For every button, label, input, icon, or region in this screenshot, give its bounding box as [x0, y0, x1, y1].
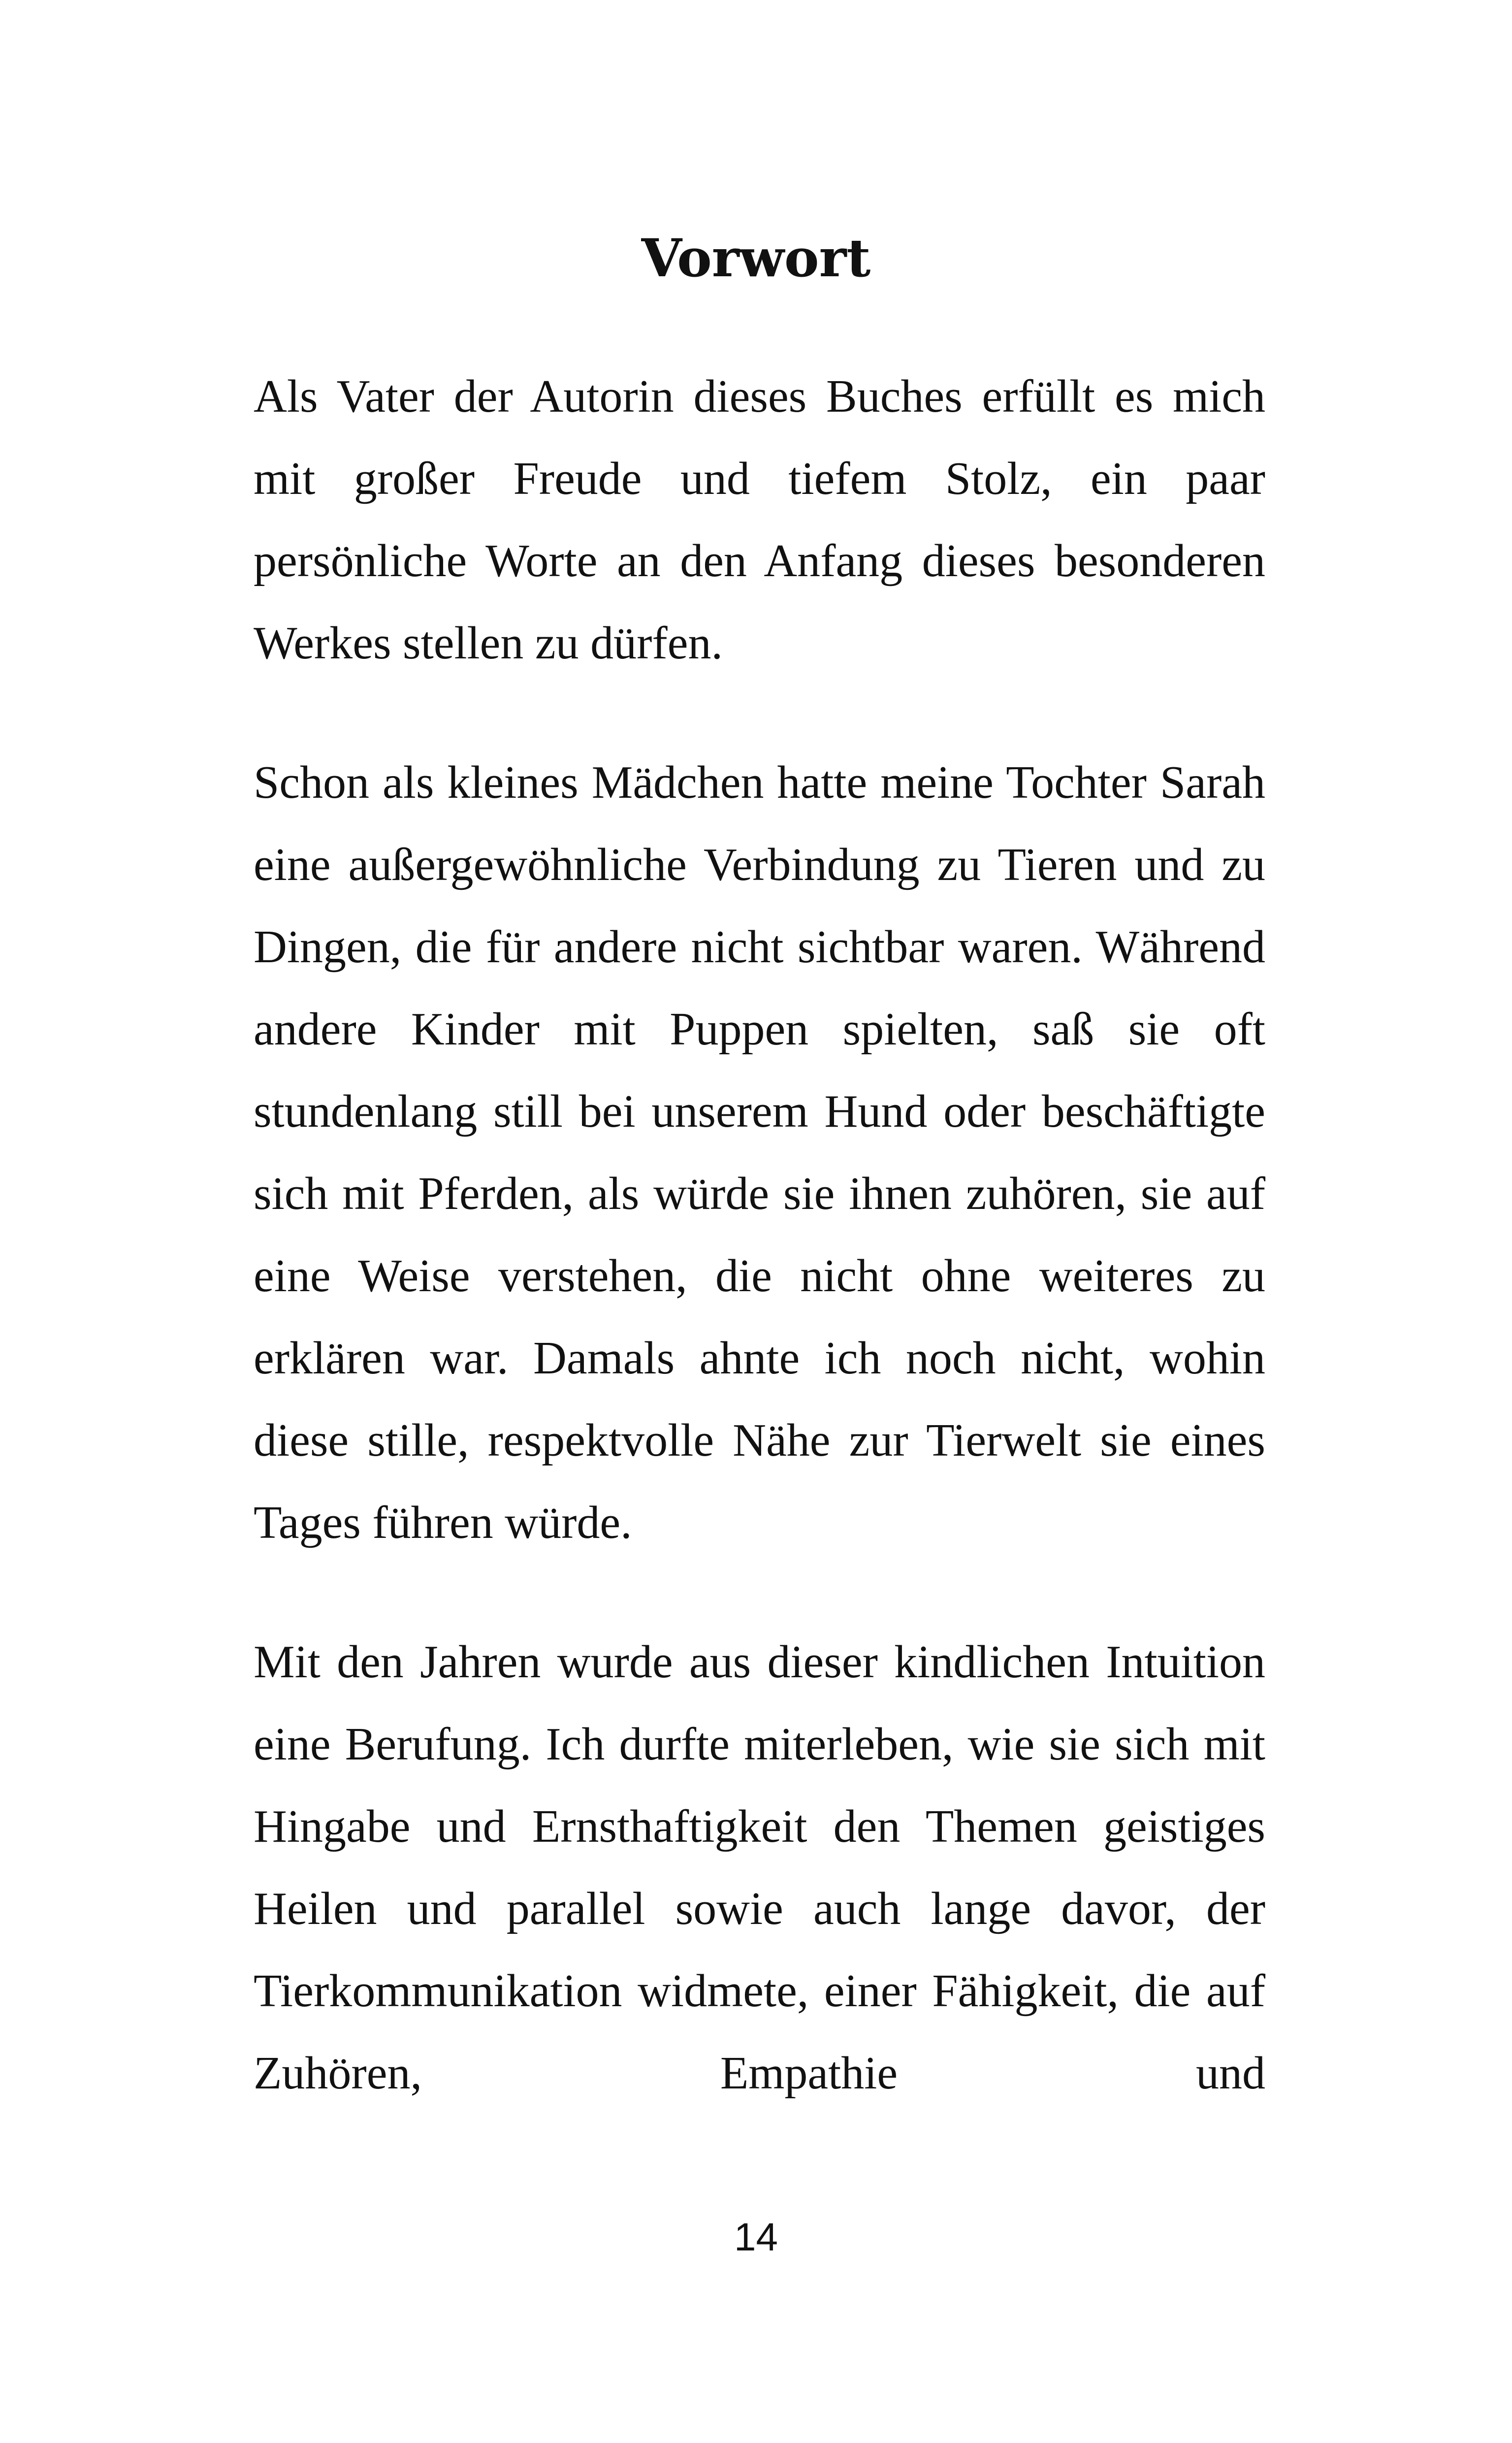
paragraph-2: Schon als kleines Mädchen hatte meine Tochter Sarah eine außergewöhnliche Verbindung zu Tieren und zu Dingen, die für andere nicht sichtbar waren. Während andere Kinder mit Puppen spielten, saß sie oft stundenlang still bei unserem Hund oder beschäftigte sich mit Pferden, als würde sie ihnen zuhören, sie auf eine Weise verstehen, die nicht ohne weiteres zu erklären war. Damals ahnte ich noch nicht, wohin diese stille, respektvolle Nähe zur Tierwelt sie eines Tages führen würde.	[254, 757, 1265, 1548]
paragraph-1: Als Vater der Autorin dieses Buches erfüllt es mich mit großer Freude und tiefem Stolz, ein paar persönliche Worte an den Anfang dieses besonderen Werkes stellen zu dürfen.	[254, 371, 1265, 669]
page-number: 14	[734, 2215, 778, 2259]
body-text	[254, 356, 1265, 2115]
paragraph-3: Mit den Jahren wurde aus dieser kindlichen Intuition eine Berufung. Ich durfte miterleben, wie sie sich mit Hingabe und Ernsthaftigkeit den Themen geistiges Heilen und parallel sowie auch lange davor, der Tierkommunikation widmete, einer Fähigkeit, die auf Zuhören, Empathie und	[254, 1636, 1265, 2099]
page-title: Vorwort	[641, 227, 871, 289]
